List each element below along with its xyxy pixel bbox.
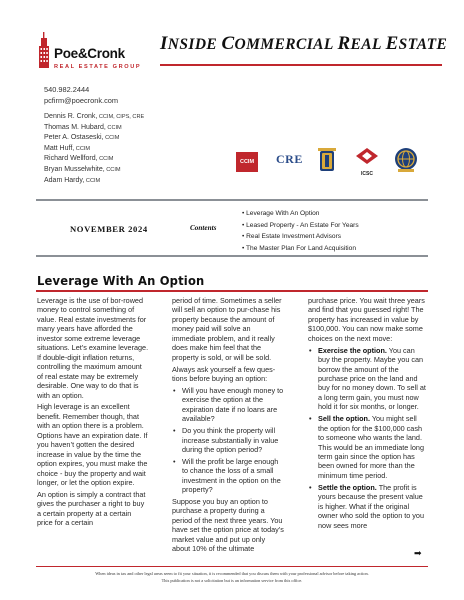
question-item: • Will the profit be large enough to chance the loss of a small investment in the option on the property? [173,456,281,495]
agent-name: Peter A. Ostaseski, CCIM [44,134,120,142]
paragraph: purchase price. You wait three years and find that you guessed right! The property has increased in value by $100,000. You can now make some choices on the next move: [308,296,425,343]
disclaimer [0,570,464,584]
toc-item[interactable]: • Leverage With An Option [242,208,359,220]
article-column-1 [37,296,149,530]
paragraph: Always ask yourself a few ques-tions before buying an option: [172,364,276,384]
building-tower-icon [38,32,52,68]
brand-tagline: REAL ESTATE GROUP [54,64,142,70]
globe-seal-icon [394,147,418,173]
agent-name: Bryan Musselwhite, CCIM [44,165,121,173]
email-address[interactable]: pcfirm@poecronk.com [44,95,119,105]
masthead-divider [160,64,442,66]
irem-crest-icon [318,148,336,174]
agent-name: Richard Wellford, CCIM [44,155,114,163]
agent-name: Dennis R. Cronk, CCIM, CIPS, CRE [44,113,145,120]
phone-number: 540.982.2444 [44,85,90,94]
question-item: • Do you think the property will increase substantially in value during the option period? [173,426,279,454]
newsletter-title: INSIDE COMMERCIAL REAL ESTATE [160,33,448,54]
agent-name: Thomas M. Hubard, CCIM [44,123,122,131]
agent-name: Adam Hardy, CCIM [44,176,101,184]
article-column-2 [172,296,284,556]
disclaimer-line: This publication is not a solicitation but is an information service from this office. [161,578,303,583]
paragraph: An option is simply a contract that gives the purchaser a right to buy a certain property at a certain price for a certain [37,489,146,528]
ccim-logo-icon: CCIM [236,152,258,172]
agent-list [44,112,144,186]
contact-block [44,85,118,107]
paragraph: Leverage is the use of bor-rowed money to control something of value. Real estate investments for many years have afforded the investor some extreme leverage situations. Let’s examine leverage. If double-digit inflation returns, controlling the maximum amount of real estate may be extremely desirable. One way to do that is with an option. [37,296,149,400]
toc-item[interactable]: • The Master Plan For Land Acquisition [242,243,359,255]
icsc-logo-icon: ICSC [356,148,378,174]
article-column-3 [308,296,428,532]
agent-name: Matt Huff, CCIM [44,144,91,152]
company-logo [38,32,148,82]
table-of-contents [242,208,359,254]
paragraph: High leverage is an excellent benefit. Remember though, that with an option there is a problem. Options have an expiration date. If you haven’t gotten the desired increase in value by the time the option expires, you must make the choice - buy the property and wait longer, or let the option expire. [37,402,148,487]
disclaimer-line: When ideas in tax and other legal areas seem to fit your situation, it is recommended that you discuss them with your professional advisor before taking action. [95,571,369,576]
option-choice: • Sell the option. You might sell the option for the $100,000 cash to someone who wants the land. This would be an immediate long term gain since the option has been owned for more than the minimum time period. [309,414,424,480]
article-title-divider [36,290,428,292]
paragraph: period of time. Sometimes a seller will sell an option to pur-chase his property because the amount of money paid will solve an immediate problem, and it really does make him feel that the property is sold, or will be sold. [172,296,282,362]
continued-arrow-icon[interactable]: ➡ [414,548,422,558]
cre-logo-icon: CRE [276,152,303,166]
toc-item[interactable]: • Leased Property - An Estate For Years [242,220,359,232]
issue-month: NOVEMBER 2024 [70,224,148,234]
footer-divider [36,566,428,567]
paragraph: Suppose you buy an option to purchase a property during a period of the next three years. You have set the option price at today’s market value and put up only about 10% of the ultimate [172,497,284,554]
brand-name: Poe&Cronk [54,46,125,61]
contents-label: Contents [190,224,217,232]
question-item: • Will you have enough money to exercise the option at the expiration date if no loans are available? [173,385,284,424]
toc-item[interactable]: • Real Estate Investment Advisors [242,231,359,243]
header-divider-bottom [36,255,428,257]
option-choice: • Exercise the option. You can buy the property. Maybe you can borrow the amount of the purchase price on the land and buy for no money down. To sell at a long term gain, you must now hold it for six months, or longer. [309,345,426,412]
option-choice: • Settle the option. The profit is yours because the present value is higher. What if the original owner who sold the option to you now sees more [309,482,424,530]
article-title: Leverage With An Option [37,273,205,288]
header-divider-top [36,199,428,201]
